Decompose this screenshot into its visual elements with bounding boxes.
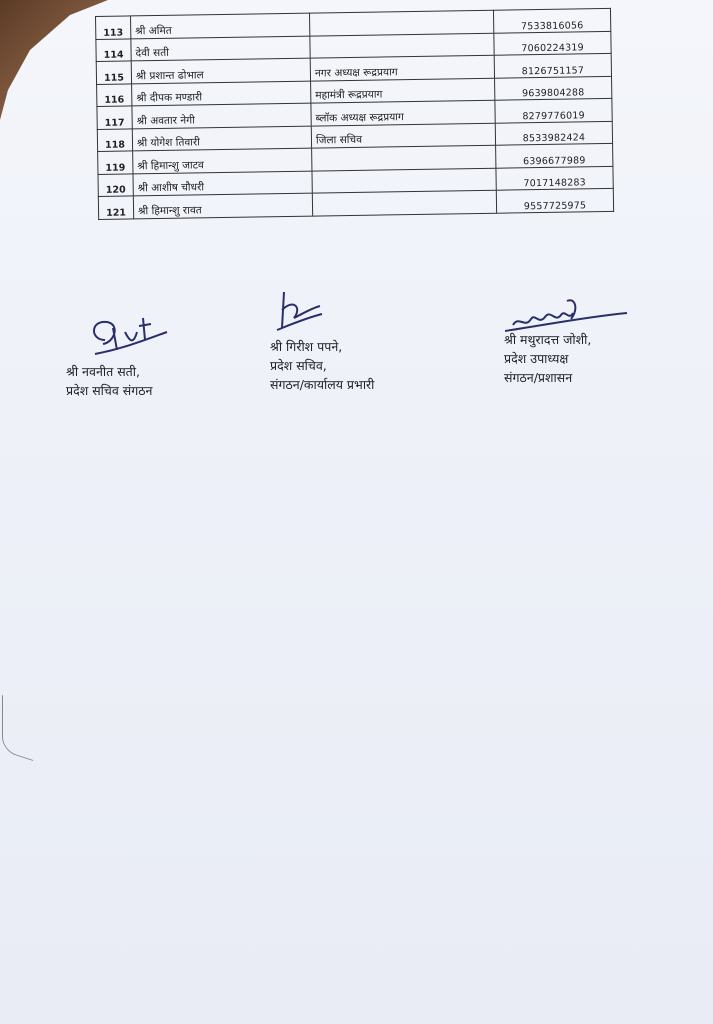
name-cell: श्री दीपक मण्डारी xyxy=(132,81,311,106)
name-cell: श्री योगेश तिवारी xyxy=(132,126,311,151)
name-cell: श्री अमित xyxy=(131,13,310,38)
name-cell: श्री प्रशान्त ढोभाल xyxy=(131,58,310,83)
phone-cell: 8126751157 xyxy=(494,53,611,77)
serial-number-cell: 117 xyxy=(97,106,132,129)
signatory-name: श्री मथुरादत्त जोशी, xyxy=(504,332,592,347)
signatory-2 xyxy=(270,337,374,394)
signatory-title: प्रदेश सचिव, xyxy=(270,358,327,373)
designation-cell: महामंत्री रूद्रप्रयाग xyxy=(311,78,495,103)
designation-cell xyxy=(312,168,496,193)
designation-cell xyxy=(312,190,496,215)
name-cell: श्री आशीष चौधरी xyxy=(133,171,312,196)
serial-number-cell: 118 xyxy=(97,128,132,151)
serial-number-cell: 113 xyxy=(96,16,131,39)
name-cell: श्री हिमान्शु जाटव xyxy=(133,148,312,173)
serial-number-cell: 119 xyxy=(98,151,133,174)
signatory-role: संगठन/कार्यालय प्रभारी xyxy=(270,377,375,392)
phone-cell: 7017148283 xyxy=(496,166,613,190)
phone-cell: 9557725975 xyxy=(496,188,613,212)
designation-cell: जिला सचिव xyxy=(311,123,495,148)
signatory-1 xyxy=(66,362,152,400)
designation-cell xyxy=(312,145,496,170)
serial-number-cell: 120 xyxy=(98,173,133,196)
contact-table xyxy=(95,8,618,220)
name-cell: श्री अवतार नेगी xyxy=(132,103,311,128)
name-cell: देवी सती xyxy=(131,36,310,61)
serial-number-cell: 121 xyxy=(98,196,133,219)
serial-number-cell: 116 xyxy=(97,83,132,106)
serial-number-cell: 115 xyxy=(96,61,131,84)
serial-number-cell: 114 xyxy=(96,38,131,61)
phone-cell: 8279776019 xyxy=(495,98,612,122)
signatory-title: प्रदेश सचिव संगठन xyxy=(66,383,153,398)
designation-cell: नगर अध्यक्ष रूद्रप्रयाग xyxy=(310,55,494,80)
signature-2 xyxy=(272,288,332,338)
phone-cell: 7060224319 xyxy=(494,31,611,55)
signature-1 xyxy=(85,310,175,360)
designation-cell xyxy=(309,10,493,35)
signatory-title: प्रदेश उपाध्यक्ष xyxy=(504,351,569,366)
phone-cell: 6396677989 xyxy=(496,143,613,167)
signatory-name: श्री गिरीश पपने, xyxy=(270,339,343,354)
signatory-role: संगठन/प्रशासन xyxy=(504,370,573,385)
phone-cell: 9639804288 xyxy=(495,76,612,100)
signature-3 xyxy=(505,295,635,335)
designation-cell xyxy=(310,33,494,58)
phone-cell: 8533982424 xyxy=(495,121,612,145)
designation-cell: ब्लॉक अध्यक्ष रूद्रप्रयाग xyxy=(311,100,495,125)
signatory-name: श्री नवनीत सती, xyxy=(66,364,141,379)
name-cell: श्री हिमान्शु रावत xyxy=(133,193,312,218)
phone-cell: 7533816056 xyxy=(493,8,610,32)
signatory-3 xyxy=(504,330,591,387)
